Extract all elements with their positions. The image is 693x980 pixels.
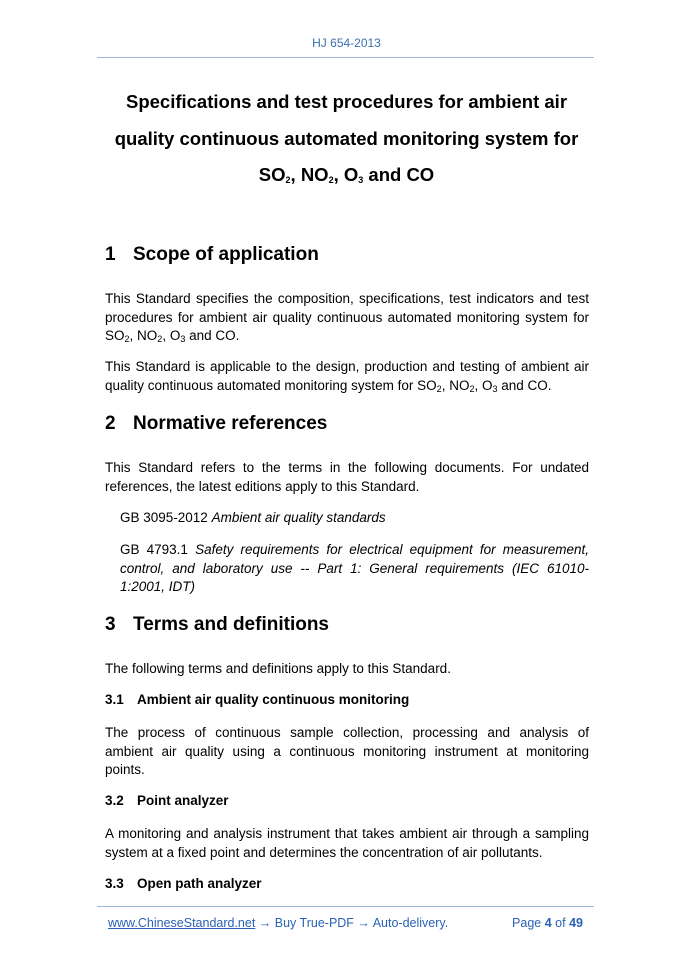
page-footer	[108, 916, 583, 930]
page-indicator: Page 4 of 49	[512, 916, 583, 930]
definition-3-2-text: A monitoring and analysis instrument that takes ambient air through a sampling system at a fixed point and determines the concentration of air pollutants.	[105, 826, 589, 860]
title-line-1: Specifications and test procedures for ambient air	[125, 91, 568, 112]
reference-item: GB 4793.1 Safety requirements for electrical equipment for measurement, control, and laboratory use -- Part 1: General requirements (IEC 61010-1:2001, IDT)	[120, 542, 590, 594]
title-line-3: $SO_2$, $NO_2$, $O_3$ and CO	[258, 164, 435, 185]
section-2-heading: 2 Normative references	[105, 413, 328, 434]
header-divider	[97, 57, 594, 58]
section-2-intro: This Standard refers to the terms in the following documents. For undated references, the latest editions apply to this Standard.	[105, 460, 589, 494]
section-1-heading: 1 Scope of application	[105, 244, 319, 265]
document-code: HJ 654-2013	[312, 36, 381, 50]
section-3-heading: 3 Terms and definitions	[105, 614, 330, 635]
title-line-2: quality continuous automated monitoring system for	[114, 127, 579, 149]
footer-divider	[97, 906, 594, 907]
section-1-paragraph-2: This Standard is applicable to the design, production and testing of ambient air quality continuous automated monitoring system for $SO_2$, $NO_2$, $O_3$ and CO.	[105, 359, 589, 394]
definition-3-1-text: The process of continuous sample collection, processing and analysis of ambient air quality using a continuous monitoring instrument at monitoring points.	[105, 725, 589, 777]
definition-3-1-heading: 3.1 Ambient air quality continuous monitoring	[105, 692, 410, 707]
reference-item: GB 3095-2012 Ambient air quality standards	[120, 510, 386, 525]
document-title	[100, 84, 593, 194]
footer-tagline: → Buy True-PDF → Auto-delivery.	[255, 916, 449, 930]
section-3-intro: The following terms and definitions apply to this Standard.	[105, 661, 451, 676]
website-link[interactable]: www.ChineseStandard.net	[108, 916, 256, 930]
definition-3-3-heading: 3.3 Open path analyzer	[105, 876, 262, 891]
definition-3-2-heading: 3.2 Point analyzer	[105, 793, 229, 808]
section-1-paragraph-1: This Standard specifies the composition, specifications, test indicators and test procedures for ambient air quality continuous automated monitoring system for $SO_2$, $NO_2$, $O_3$ and CO.	[105, 291, 589, 344]
